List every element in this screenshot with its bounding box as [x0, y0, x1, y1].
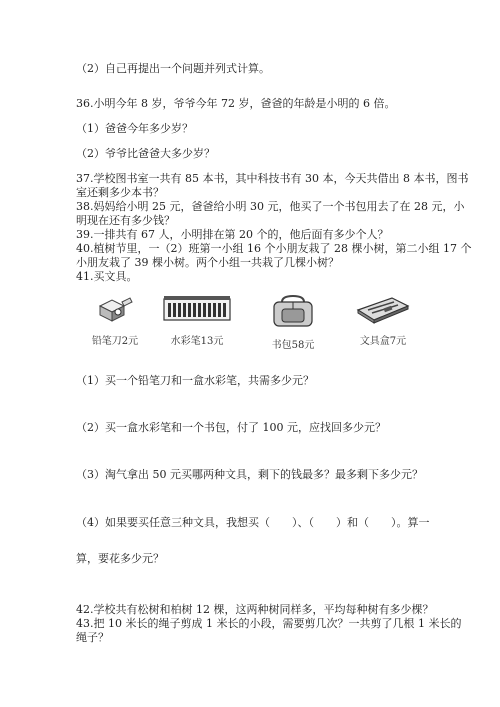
shop-item [338, 294, 428, 347]
question-37: 37.学校图书室一共有 85 本书，其中科技书有 30 本，今天共借出 8 本书，图书 [76, 172, 469, 185]
question-38: 38.妈妈给小明 25 元，爸爸给小明 30 元，他买了一个书包用去了在 28 元，小 [76, 200, 465, 213]
item-label: 文具盒7元 [359, 336, 407, 347]
text-line: （4）如果要买任意三种文具，我想买（ ）、（ ）和（ ）。算一 [76, 516, 430, 529]
text-line: （3）淘气拿出 50 元买哪两种文具，剩下的钱最多？最多剩下多少元？ [76, 468, 423, 481]
item-label: 书包58元 [271, 340, 315, 351]
question-41: 41.买文具。 [76, 270, 138, 283]
text-line: （2）买一盒水彩笔和一个书包，付了 100 元，应找回多少元？ [76, 421, 386, 434]
item-label: 铅笔刀2元 [91, 336, 139, 347]
shop-item [248, 294, 338, 351]
text-line: （2）爷爷比爸爸大多少岁？ [76, 147, 215, 160]
shop-item [70, 294, 160, 347]
item-label: 水彩笔13元 [170, 336, 224, 347]
pencil-box-icon [354, 294, 412, 324]
question-43: 43.把 10 米长的绳子剪成 1 米长的小段，需要剪几次？一共剪了几根 1 米长的 [76, 617, 462, 630]
pencil-sharpener-icon [94, 294, 136, 324]
schoolbag-icon [270, 294, 316, 328]
text-line: 明现在还有多少钱？ [76, 214, 175, 227]
text-line: （1）爸爸今年多少岁？ [76, 122, 193, 135]
question-39: 39.一排共有 67 人，小明排在第 20 个的，他后面有多少个人？ [76, 228, 389, 241]
text-line: （1）买一个铅笔刀和一盒水彩笔，共需多少元？ [76, 374, 314, 387]
text-line: 绳子？ [76, 631, 109, 644]
watercolor-pens-icon [162, 294, 232, 324]
question-42: 42.学校共有松树和柏树 12 棵，这两种树同样多，平均每种树有多少棵？ [76, 603, 434, 616]
text-line: 室还剩多少本书？ [76, 186, 164, 199]
question-36: 36.小明今年 8 岁，爷爷今年 72 岁，爸爸的年龄是小明的 6 倍。 [76, 97, 396, 110]
text-line: 算，要花多少元？ [76, 552, 164, 565]
text-line: （2）自己再提出一个问题并列式计算。 [76, 62, 270, 75]
text-line: 小朋友栽了 39 棵小树。两个小组一共栽了几棵小树？ [76, 256, 339, 269]
shop-item [152, 294, 242, 347]
stationery-price-figure [70, 294, 420, 350]
question-40: 40.植树节里，一（2）班第一小组 16 个小朋友栽了 28 棵小树，第二小组 17 个 [76, 242, 472, 255]
